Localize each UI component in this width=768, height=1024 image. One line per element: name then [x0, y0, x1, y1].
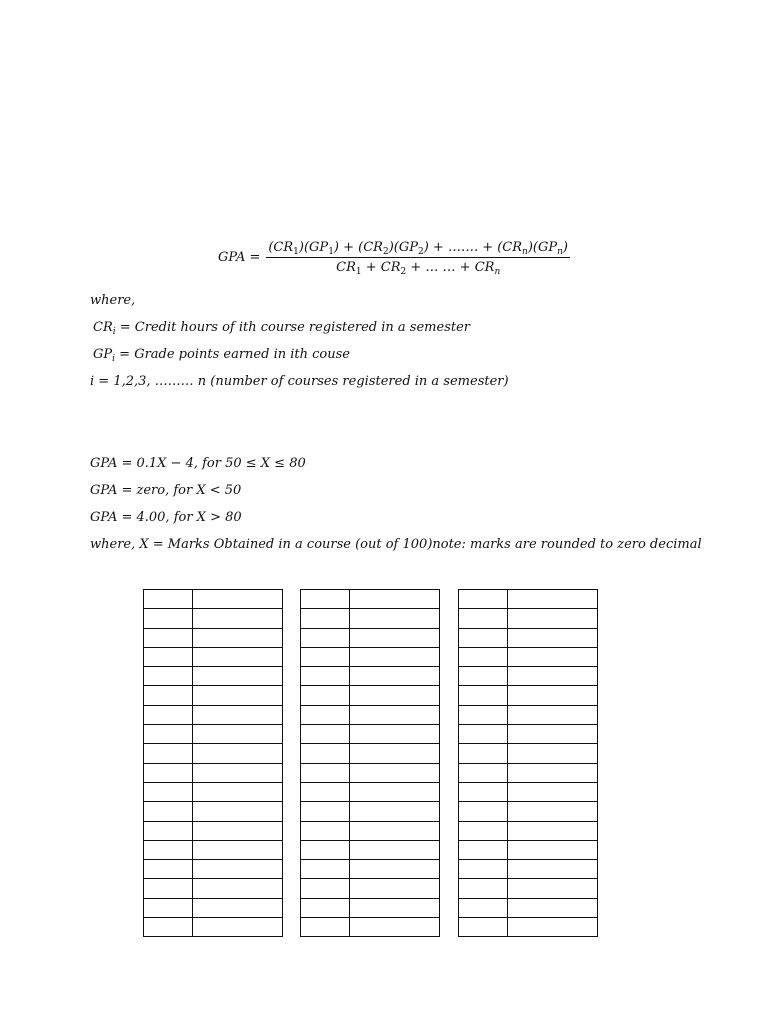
table-cell [350, 590, 440, 609]
table-row [301, 763, 440, 782]
table-cell [459, 609, 508, 628]
table-cell [459, 821, 508, 840]
table-row [301, 918, 440, 937]
table-cell [144, 763, 193, 782]
table-cell [144, 667, 193, 686]
table-cell [508, 802, 598, 821]
table-row [144, 763, 283, 782]
table-row [144, 590, 283, 609]
table-cell [508, 763, 598, 782]
table-row [144, 840, 283, 859]
table-cell [193, 628, 283, 647]
table-cell [144, 802, 193, 821]
table-cell [459, 647, 508, 666]
table-cell [301, 609, 350, 628]
rule-range: GPA = 0.1X − 4, for 50 ≤ X ≤ 80 [90, 456, 306, 471]
table-row [144, 802, 283, 821]
table-cell [459, 686, 508, 705]
table-row [459, 725, 598, 744]
table-row [301, 590, 440, 609]
table-row [144, 744, 283, 763]
table-cell [144, 879, 193, 898]
table-cell [301, 628, 350, 647]
table-cell [459, 879, 508, 898]
table-row [459, 609, 598, 628]
table-cell [193, 590, 283, 609]
table-row [301, 840, 440, 859]
table-cell [301, 918, 350, 937]
table-cell [193, 898, 283, 917]
table-cell [144, 590, 193, 609]
table-row [301, 898, 440, 917]
table-cell [508, 667, 598, 686]
table-cell [193, 763, 283, 782]
table-cell [144, 705, 193, 724]
table-cell [193, 782, 283, 801]
table-cell [144, 860, 193, 879]
table-row [144, 686, 283, 705]
table-row [301, 744, 440, 763]
table-cell [459, 628, 508, 647]
table-cell [508, 628, 598, 647]
table-row [301, 705, 440, 724]
table-cell [350, 918, 440, 937]
table-cell [350, 860, 440, 879]
table-cell [508, 590, 598, 609]
table-row [459, 744, 598, 763]
table-row [459, 705, 598, 724]
table-cell [459, 860, 508, 879]
table-row [459, 782, 598, 801]
rule-below-50: GPA = zero, for X < 50 [90, 483, 242, 498]
table-cell [350, 840, 440, 859]
table-cell [508, 744, 598, 763]
table-row [459, 686, 598, 705]
table-row [459, 628, 598, 647]
rule-above-80: GPA = 4.00, for X > 80 [90, 510, 242, 525]
formula-fraction [266, 240, 570, 275]
formula-numerator: $(CR_1)(GP_1) + (CR_2)(GP_2)$ + ……. + $(CR_n)(GP_n)$ [268, 240, 568, 257]
table-row [459, 879, 598, 898]
table-cell [301, 879, 350, 898]
table-cell [350, 879, 440, 898]
table-cell [144, 840, 193, 859]
table-row [301, 647, 440, 666]
table-cell [508, 918, 598, 937]
table-cell [301, 705, 350, 724]
table-row [144, 782, 283, 801]
table-cell [350, 628, 440, 647]
table-cell [508, 860, 598, 879]
table-cell [301, 860, 350, 879]
table-row [144, 918, 283, 937]
table-cell [350, 821, 440, 840]
table-row [459, 918, 598, 937]
table-cell [193, 821, 283, 840]
table-cell [301, 821, 350, 840]
table-cell [350, 898, 440, 917]
table-cell [301, 898, 350, 917]
table-cell [301, 647, 350, 666]
table-row [301, 628, 440, 647]
table-row [144, 647, 283, 666]
table-row [144, 898, 283, 917]
table-row [459, 763, 598, 782]
table-cell [193, 840, 283, 859]
formula-lhs: GPA = [218, 250, 261, 265]
table-row [459, 898, 598, 917]
table-cell [301, 802, 350, 821]
table-cell [350, 609, 440, 628]
table-row [301, 802, 440, 821]
table-cell [301, 667, 350, 686]
table-cell [301, 725, 350, 744]
table-row [144, 667, 283, 686]
table-row [459, 802, 598, 821]
table-cell [144, 725, 193, 744]
table-cell [508, 705, 598, 724]
table-cell [459, 802, 508, 821]
table-cell [193, 744, 283, 763]
empty-table-2 [300, 589, 440, 937]
table-cell [350, 686, 440, 705]
table-cell [301, 590, 350, 609]
table-cell [459, 918, 508, 937]
table-row [459, 821, 598, 840]
table-row [144, 705, 283, 724]
table-cell [193, 879, 283, 898]
table-cell [301, 686, 350, 705]
formula-denominator: $CR_1 + CR_2$ + … … + $CR_n$ [336, 260, 501, 277]
table-cell [144, 609, 193, 628]
table-row [144, 628, 283, 647]
table-cell [193, 725, 283, 744]
table-cell [301, 782, 350, 801]
table-row [144, 725, 283, 744]
table-row [144, 609, 283, 628]
table-cell [508, 647, 598, 666]
table-cell [459, 898, 508, 917]
table-cell [144, 918, 193, 937]
table-cell [350, 725, 440, 744]
table-cell [508, 821, 598, 840]
table-row [459, 667, 598, 686]
table-cell [459, 725, 508, 744]
table-cell [508, 609, 598, 628]
table-cell [144, 686, 193, 705]
table-cell [144, 744, 193, 763]
empty-table-3 [458, 589, 598, 937]
table-cell [193, 686, 283, 705]
table-cell [350, 744, 440, 763]
table-row [301, 860, 440, 879]
table-cell [350, 782, 440, 801]
table-row [301, 725, 440, 744]
table-row [459, 647, 598, 666]
table-cell [193, 705, 283, 724]
marks-note: where, X = Marks Obtained in a course (out of 100)note: marks are rounded to zero decimal [90, 537, 702, 552]
gpa-formula [218, 240, 570, 275]
table-cell [144, 898, 193, 917]
table-row [144, 860, 283, 879]
table-row [459, 860, 598, 879]
gp-definition: $GP_i$ = Grade points earned in ith couse [93, 347, 350, 364]
table-cell [144, 821, 193, 840]
table-cell [301, 744, 350, 763]
table-cell [459, 763, 508, 782]
table-cell [459, 667, 508, 686]
table-cell [508, 782, 598, 801]
table-cell [459, 744, 508, 763]
table-cell [508, 686, 598, 705]
empty-table-1 [143, 589, 283, 937]
table-cell [350, 647, 440, 666]
table-cell [193, 918, 283, 937]
table-cell [459, 840, 508, 859]
table-row [301, 609, 440, 628]
table-cell [193, 609, 283, 628]
table-row [301, 686, 440, 705]
table-row [301, 879, 440, 898]
table-row [301, 821, 440, 840]
table-cell [350, 667, 440, 686]
table-cell [350, 802, 440, 821]
table-row [459, 590, 598, 609]
table-cell [193, 667, 283, 686]
table-cell [508, 840, 598, 859]
table-cell [144, 782, 193, 801]
table-cell [193, 860, 283, 879]
table-row [301, 782, 440, 801]
table-cell [144, 628, 193, 647]
table-cell [301, 763, 350, 782]
table-cell [193, 647, 283, 666]
table-cell [508, 879, 598, 898]
table-cell [459, 705, 508, 724]
table-cell [301, 840, 350, 859]
table-row [144, 821, 283, 840]
table-cell [350, 763, 440, 782]
table-cell [193, 802, 283, 821]
table-row [301, 667, 440, 686]
index-definition: i = 1,2,3, ……… n (number of courses registered in a semester) [90, 374, 509, 389]
where-label: where, [90, 293, 136, 308]
cr-definition: $CR_i$ = Credit hours of ith course registered in a semester [93, 320, 470, 337]
table-cell [459, 782, 508, 801]
table-row [144, 879, 283, 898]
table-cell [508, 898, 598, 917]
table-cell [459, 590, 508, 609]
table-cell [350, 705, 440, 724]
table-cell [144, 647, 193, 666]
table-row [459, 840, 598, 859]
table-cell [508, 725, 598, 744]
